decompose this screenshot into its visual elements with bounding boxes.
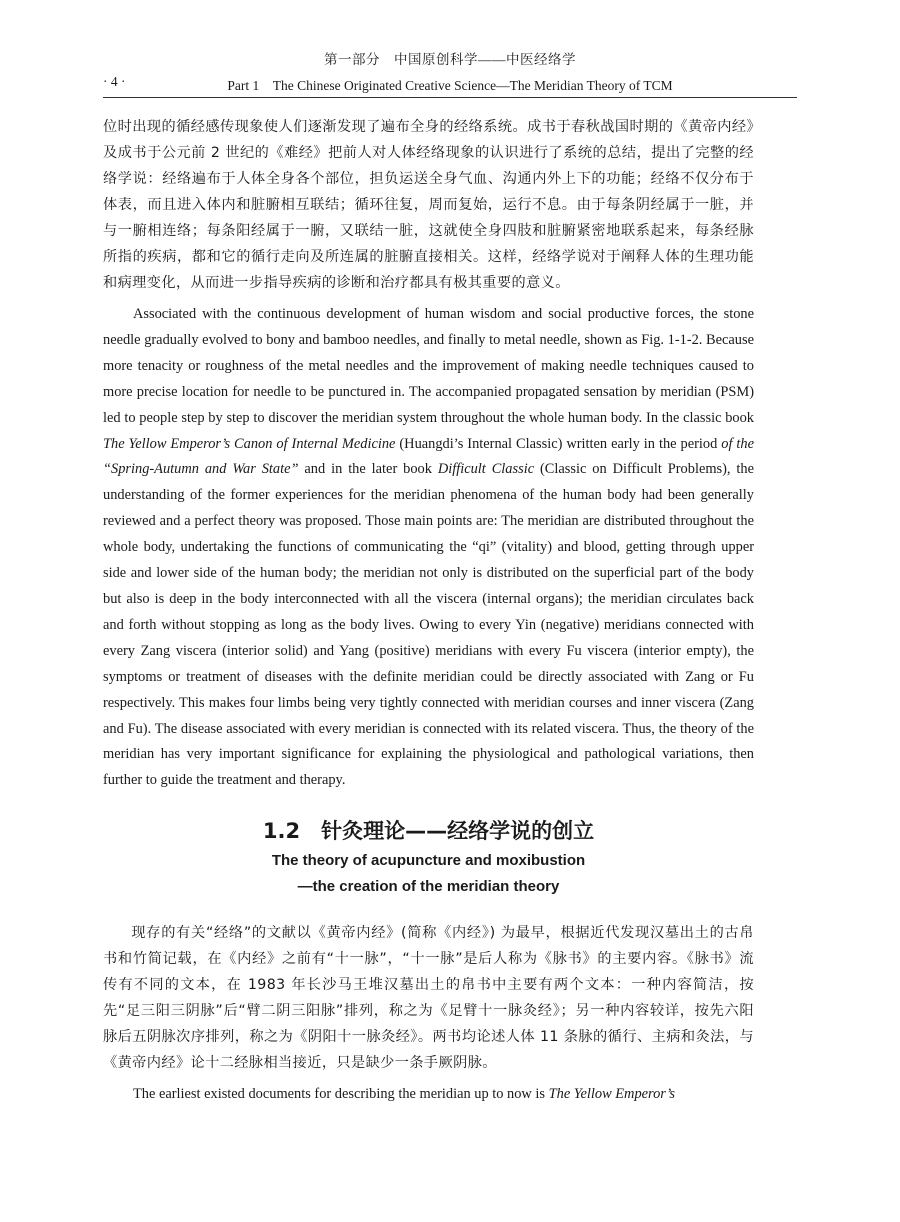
english-paragraph-1 xyxy=(103,302,754,794)
running-head-chinese: 第一部分 中国原创科学——中医经络学 xyxy=(324,52,576,67)
text-run: Associated with the continuous development of human wisdom and social productive forces, the stone needle gradually evolved to bony and bamboo needles, and finally to metal needle, shown as Fig. 1-1-2. Because more tenacity or roughness of the metal needles and the improvement of making needle techniques caused to more precise location for needle to be punctured in. The accompanied propagated sensation by meridian (PSM) led to people step by step to discover the meridian system throughout the whole human body. In the classic book xyxy=(103,306,754,426)
running-head xyxy=(103,48,797,94)
header-rule xyxy=(103,97,797,98)
book-title-yellow-emperor: The Yellow Emperor’s Canon of Internal Medicine xyxy=(103,435,396,452)
book-title-yellow-emperor: The Yellow Emperor’s xyxy=(548,1086,675,1103)
chinese-paragraph-1: 位时出现的循经感传现象使人们逐渐发现了遍布全身的经络系统。成书于春秋战国时期的《黄帝内经》及成书于公元前 2 世纪的《难经》把前人对人体经络现象的认识进行了系统的总结，提出了完整的经络学说：经络遍布于人体全身各个部位，担负运送全身气血、沟通内外上下的功能；经络不仅分布于体表，而且进入体内和脏腑相互联结；循环往复，周而复始，运行不息。由于每条阴经属于一脏，并与一腑相连络；每条阳经属于一腑，又联结一脏，这就使全身四肢和脏腑紧密地联系起来，每条经脉所指的疾病，都和它的循行走向及所连属的脏腑直接相关。这样，经络学说对于阐释人体的生理功能和病理变化，从而进一步指导疾病的诊断和治疗都具有极其重要的意义。 xyxy=(103,119,754,291)
section-heading xyxy=(103,814,754,900)
period-name: of the “Spring-Autumn and War State” xyxy=(103,435,754,478)
text-run: and in the later book xyxy=(298,461,438,478)
book-title-difficult-classic: Difficult Classic xyxy=(437,461,535,478)
section-heading-english-line-1: The theory of acupuncture and moxibustion xyxy=(271,852,586,870)
chinese-paragraph-2: 现存的有关“经络”的文献以《黄帝内经》(简称《内经》) 为最早，根据近代发现汉墓出土的古帛书和竹简记载，在《内经》之前有“十一脉”，“十一脉”是后人称为《脉书》的主要内容。《脉书》流传有不同的文本，在 1983 年长沙马王堆汉墓出土的帛书中主要有两个文本：一种内容简洁，按先“足三阳三阴脉”后“臂二阴三阳脉”排列，称之为《足臂十一脉灸经》；另一种内容较详，按先六阳脉后五阴脉次序排列，称之为《阴阳十一脉灸经》。两书均论述人体 11 条脉的循行、主病和灸法，与《黄帝内经》论十二经脉相当接近，只是缺少一条手厥阴脉。 xyxy=(103,925,755,1072)
section-heading-chinese: 1.2 针灸理论——经络学说的创立 xyxy=(262,819,595,844)
page-number: · 4 · xyxy=(103,74,126,89)
english-paragraph-2 xyxy=(103,1082,754,1108)
body-text xyxy=(103,114,754,1108)
text-run: (Classic on Difficult Problems), the understanding of the former experiences for the meridian phenomena of the human body had been generally reviewed and a perfect theory was proposed. Those main points are: The meridian are distributed throughout the whole body, undertaking the functions of communicating the “qi” (vitality) and blood, getting through upper side and lower side of the human body; the meridian not only is distributed on the superficial part of the body but also is deep in the body interconnected with all the viscera (internal organs); the meridian circulates back and forth without stopping as long as the body lives. Owing to every Yin (negative) meridians connected with every Zang viscera (interior solid) and Yang (positive) meridians with every Fu viscera (interior empty), the symptoms or treatment of diseases with the definite meridian could be directly associated with Zang or Fu respectively. This makes four limbs being very tightly connected with meridian courses and inner viscera (Zang and Fu). The disease associated with every meridian is connected with its related viscera. Thus, the theory of the meridian has very important significance for explaining the physiological and pathological variations, then further to guide the treatment and therapy. xyxy=(103,461,755,789)
text-run: The earliest existed documents for describing the meridian up to now is xyxy=(133,1086,549,1103)
section-heading-english-line-2: —the creation of the meridian theory xyxy=(297,878,560,896)
running-head-english: Part 1 The Chinese Originated Creative Science—The Meridian Theory of TCM xyxy=(227,78,673,93)
text-run: (Huangdi’s Internal Classic) written early in the period xyxy=(395,435,722,452)
